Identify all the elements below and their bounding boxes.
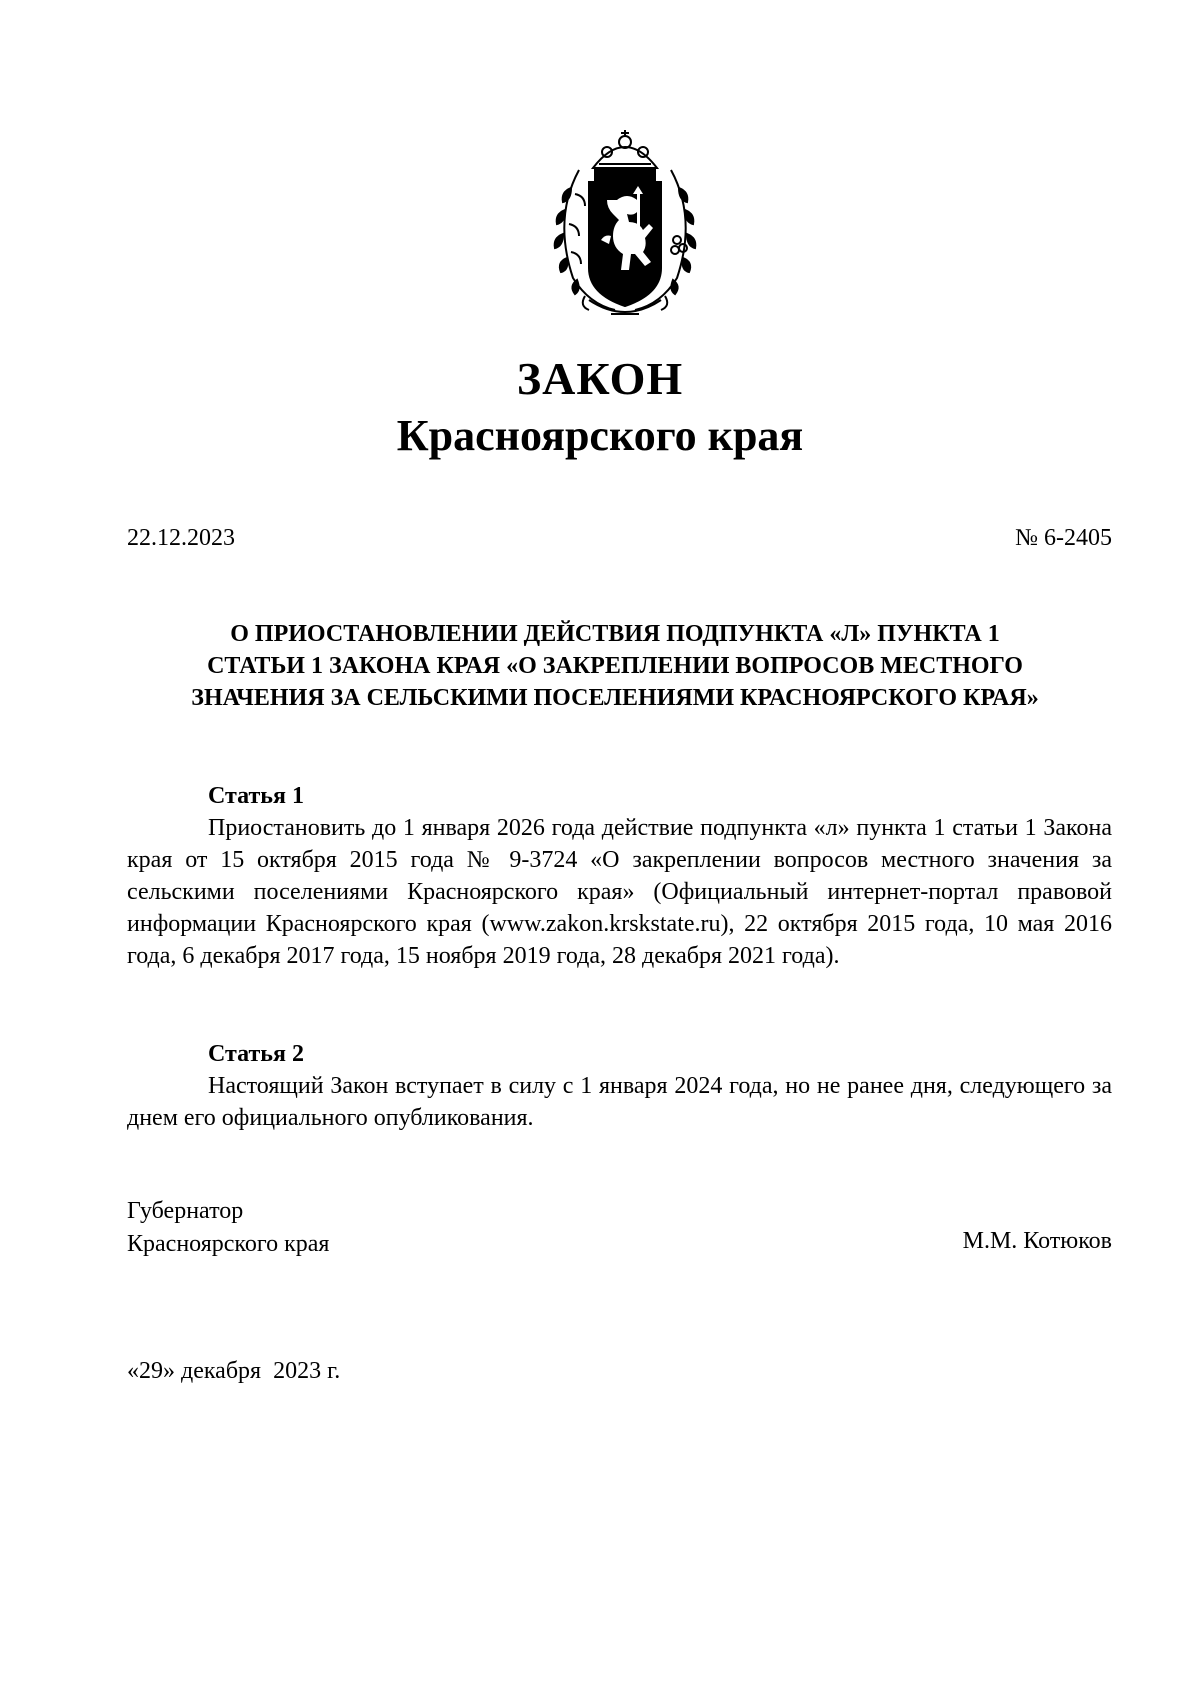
article-1-title: Статья 1: [208, 783, 304, 809]
signatory-position: [127, 1195, 329, 1261]
law-type-title: ЗАКОН: [516, 353, 684, 404]
heading-line: ЗНАЧЕНИЯ ЗА СЕЛЬСКИМИ ПОСЕЛЕНИЯМИ КРАСНОЯРСКОГО КРАЯ»: [191, 685, 1039, 711]
signatory-position-line: Красноярского края: [127, 1231, 330, 1257]
article-2-text: Настоящий Закон вступает в силу с 1 января 2024 года, но не ранее дня, следующего за днем его официального опубликования.: [127, 1073, 1112, 1131]
heading-line: О ПРИОСТАНОВЛЕНИИ ДЕЙСТВИЯ ПОДПУНКТА «Л» ПУНКТА 1: [230, 621, 1000, 647]
signatory-position-line: Губернатор: [127, 1198, 244, 1224]
article-2-title: Статья 2: [208, 1041, 304, 1067]
signing-date: «29» декабря 2023 г.: [127, 1358, 341, 1384]
article-1-text: Приостановить до 1 января 2026 года действие подпункта «л» пункта 1 статьи 1 Закона края от 15 октября 2015 года № 9-3724 «О закреплении вопросов местного значения за сельскими поселениями Красноярского края» (Официальный интернет-портал правовой информации Красноярского края (www.zakon.krskstate.ru), 22 октября 2015 года, 10 мая 2016 года, 6 декабря 2017 года, 15 ноября 2019 года, 28 декабря 2021 года).: [127, 815, 1112, 969]
krasnoyarsk-coat-of-arms-icon: [545, 128, 705, 328]
heading-line: СТАТЬИ 1 ЗАКОНА КРАЯ «О ЗАКРЕПЛЕНИИ ВОПРОСОВ МЕСТНОГО: [207, 653, 1023, 679]
law-number: № 6-2405: [1015, 525, 1112, 551]
law-date: 22.12.2023: [127, 525, 235, 551]
law-region-title: Красноярского края: [396, 411, 804, 460]
document-heading: [110, 618, 1120, 714]
signatory-name: М.М. Котюков: [962, 1228, 1112, 1254]
